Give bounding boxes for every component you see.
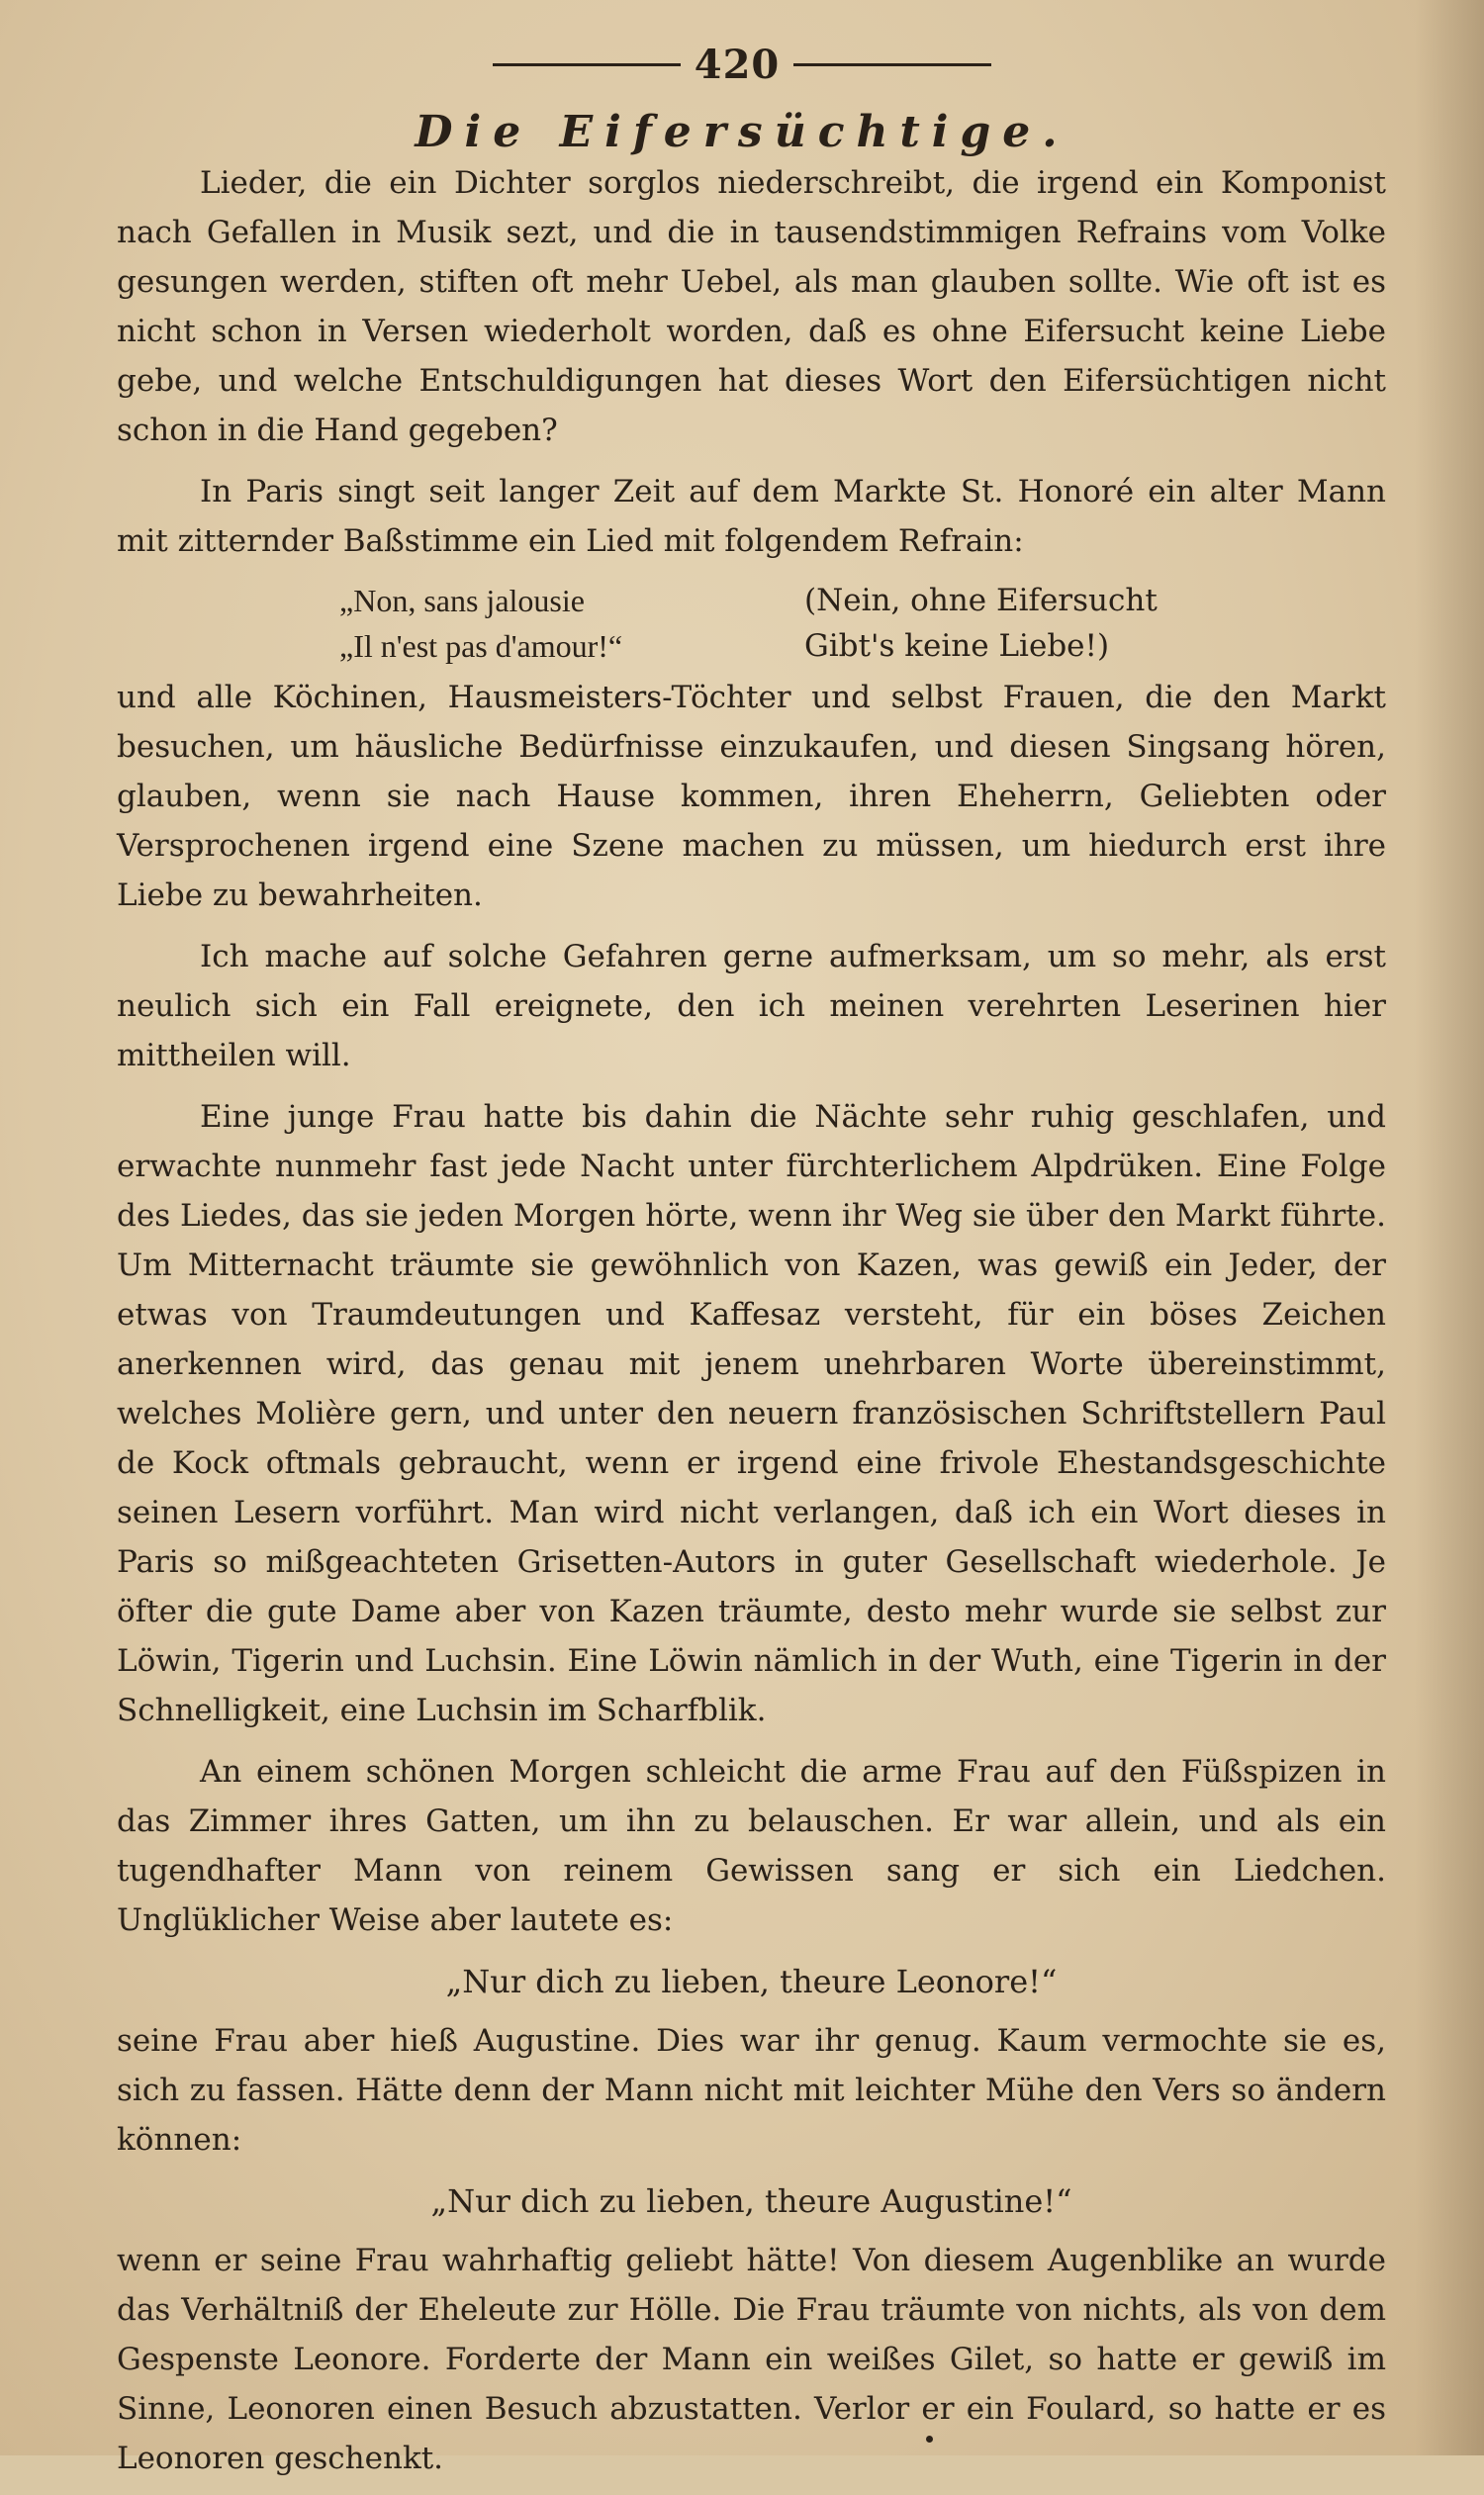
verse-augustine: „Nur dich zu lieben, theure Augustine!“ [430,2182,1072,2220]
paragraph-4: Ich mache auf solche Gefahren gerne aufmerksam, um so mehr, als erst neulich sich ein Fall ereignete, den ich meinen verehrten Leserinen hier mittheilen will. [117,939,1386,1073]
refrain-french: „Non, sans jalousie [339,583,585,618]
header-rule-right [793,63,991,66]
page-header [0,42,1484,88]
refrain-line [117,623,1386,669]
page-speck [926,2436,933,2443]
article-body [117,158,1386,2495]
paragraph-2: In Paris singt seit langer Zeit auf dem Markte St. Honoré ein alter Mann mit zitternder Baßstimme ein Lied mit folgendem Refrain: [117,474,1386,559]
verse-leonore: „Nur dich zu lieben, theure Leonore!“ [445,1963,1058,2000]
paragraph-3: und alle Köchinen, Hausmeisters-Töchter und selbst Frauen, die den Markt besuchen, um häusliche Bedürfnisse einzukaufen, und diesen Singsang hören, glauben, wenn sie nach Hause kommen, ihren Eheherrn, Geliebten oder Versprochenen irgend eine Szene machen zu müssen, um hiedurch erst ihre Liebe zu bewahrheiten. [117,680,1386,913]
page-number: 420 [694,42,781,88]
refrain-line [117,578,1386,623]
paragraph-6: An einem schönen Morgen schleicht die arme Frau auf den Füßspizen in das Zimmer ihres Gatten, um ihn zu belauschen. Er war allein, und als ein tugendhafter Mann von reinem Gewissen sang er sich ein Liedchen. Unglüklicher Weise aber lautete es: [117,1754,1386,1938]
refrain-german: Gibt's keine Liebe!) [804,628,1110,664]
paragraph-5: Eine junge Frau hatte bis dahin die Nächte sehr ruhig geschlafen, und erwachte nunmehr fast jede Nacht unter fürchterlichem Alpdrüken. Eine Folge des Liedes, das sie jeden Morgen hörte, wenn ihr Weg sie über den Markt führte. Um Mitternacht träumte sie gewöhnlich von Kazen, was gewiß ein Jeder, der etwas von Traumdeutungen und Kaffesaz versteht, für ein böses Zeichen anerkennen wird, das genau mit jenem unehrbaren Worte übereinstimmt, welches Molière gern, und unter den neuern französischen Schriftstellern Paul de Kock oftmals gebraucht, wenn er irgend eine frivole Ehestandsgeschichte seinen Lesern vorführt. Man wird nicht verlangen, daß ich ein Wort dieses in Paris so mißgeachteten Grisetten-Autors in guter Gesellschaft wiederhole. Je öfter die gute Dame aber von Kazen träumte, desto mehr wurde sie selbst zur Löwin, Tigerin und Luchsin. Eine Löwin nämlich in der Wuth, eine Tigerin in der Schnelligkeit, eine Luchsin im Scharfblik. [117,1099,1386,1728]
paragraph-7: seine Frau aber hieß Augustine. Dies war ihr genug. Kaum vermochte sie es, sich zu fassen. Hätte denn der Mann nicht mit leichter Mühe den Vers so ändern können: [117,2023,1386,2158]
header-rule-left [493,63,681,66]
refrain-french: „Il n'est pas d'amour!“ [339,628,623,664]
page-edge-shadow [1415,0,1484,2455]
paragraph-1: Lieder, die ein Dichter sorglos niederschreibt, die irgend ein Komponist nach Gefallen in Musik sezt, und die in tausendstimmigen Refrains vom Volke gesungen werden, stiften oft mehr Uebel, als man glauben sollte. Wie oft ist es nicht schon in Versen wiederholt worden, daß es ohne Eifersucht keine Liebe gebe, und welche Entschuldigungen hat dieses Wort den Eifersüchtigen nicht schon in die Hand gegeben? [117,165,1386,448]
paragraph-8: wenn er seine Frau wahrhaftig geliebt hätte! Von diesem Augenblike an wurde das Verhältniß der Eheleute zur Hölle. Die Frau träumte von nichts, als von dem Gespenste Leonore. Forderte der Mann ein weißes Gilet, so hatte er gewiß im Sinne, Leonoren einen Besuch abzustatten. Verlor er ein Foulard, so hatte er es Leonoren geschenkt. [117,2243,1386,2476]
article-title: Die Eifersüchtige. [415,107,1069,157]
refrain-german: (Nein, ohne Eifersucht [804,583,1158,618]
refrain-block [117,578,1386,669]
